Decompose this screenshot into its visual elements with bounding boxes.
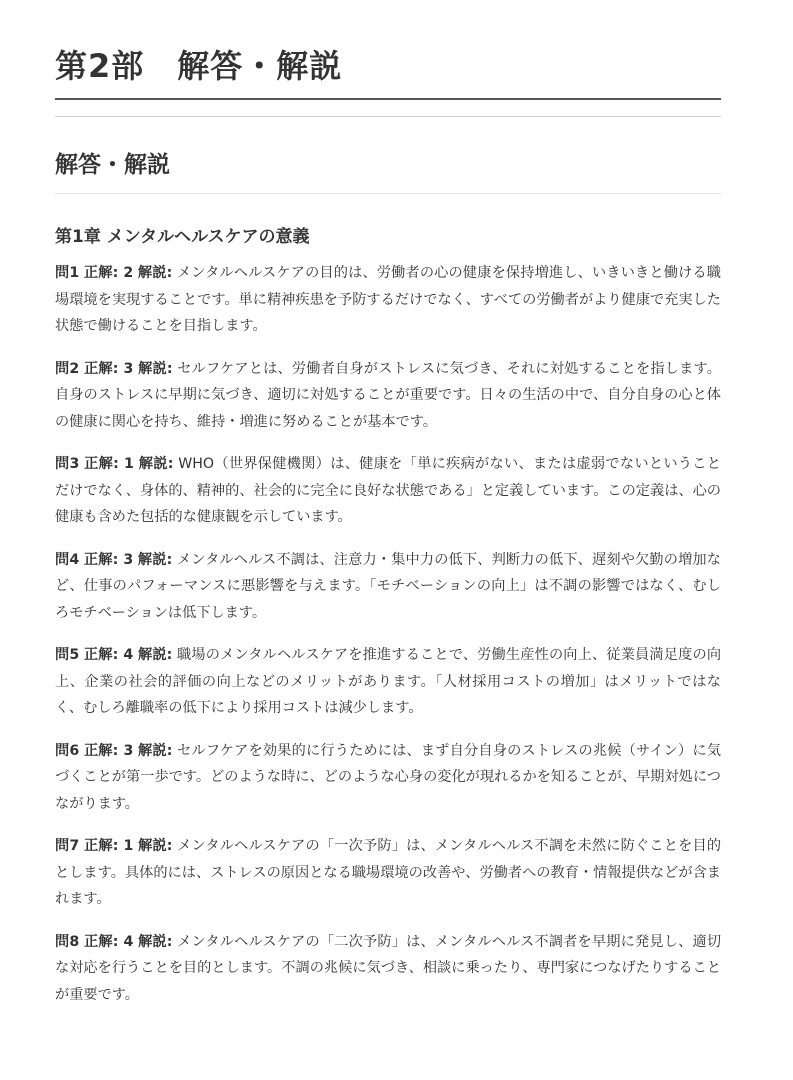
explanation-label: 解説: [137,265,173,281]
answer-item-6 [55,738,721,818]
section-title: 解答・解説 [55,152,170,178]
explanation-text: メンタルヘルスケアの「一次予防」は、メンタルヘルス不調を未然に防ぐことを目的とします。具体的には、ストレスの原因となる職場環境の改善や、労働者への教育・情報提供などが含まれます。 [55,838,722,907]
explanation-text: WHO（世界保健機関）は、健康を「単に疾病がない、または虚弱でないということだけでなく、身体的、精神的、社会的に完全に良好な状態である」と定義しています。この定義は、心の健康も含めた包括的な健康観を示しています。 [55,456,721,525]
answer-item-1 [55,260,721,340]
question-number: 問6 [55,742,80,759]
explanation-text: セルフケアを効果的に行うためには、まず自分自身のストレスの兆候（サイン）に気づくことが第一歩です。どのような時に、どのような心身の変化が現れるかを知ることが、早期対処につながります。 [55,742,721,812]
answer-item-5 [55,642,721,722]
question-number: 問3 [55,456,80,472]
question-number: 問1 [55,265,80,281]
correct-answer: 正解: 3 [83,742,134,759]
question-number: 問4 [55,551,80,568]
correct-answer: 正解: 4 [83,933,134,950]
explanation-text: メンタルヘルスケアの「二次予防」は、メンタルヘルス不調者を早期に発見し、適切な対応を行うことを目的とします。不調の兆候に気づき、相談に乗ったり、専門家につなげたりすることが重要です。 [55,933,722,1003]
explanation-label: 解説: [138,838,173,854]
explanation-text: 職場のメンタルヘルスケアを推進することで、労働生産性の向上、従業員満足度の向上、企業の社会的評価の向上などのメリットがあります。「人材採用コストの増加」はメリットではなく、むしろ離職率の低下により採用コストは減少します。 [55,647,722,716]
answer-item-4 [55,547,721,627]
answer-item-3 [55,451,721,531]
part-title: 第2部 解答・解説 [55,47,343,85]
correct-answer: 正解: 1 [83,838,134,854]
question-number: 問2 [55,360,80,377]
explanation-text: メンタルヘルス不調は、注意力・集中力の低下、判断力の低下、遅刻や欠勤の増加など、仕事のパフォーマンスに悪影響を与えます。「モチベーションの向上」は不調の影響ではなく、むしろモチベーションは低下します。 [55,551,721,621]
title-underline-thin [55,116,721,117]
explanation-label: 解説: [137,647,173,663]
explanation-label: 解説: [138,360,173,377]
answer-item-8 [55,929,721,1009]
correct-answer: 正解: 2 [83,265,134,281]
correct-answer: 正解: 3 [83,360,134,377]
section-underline [55,193,721,194]
explanation-label: 解説: [138,742,173,759]
answer-item-7 [55,833,721,913]
question-number: 問5 [55,647,80,663]
explanation-text: セルフケアとは、労働者自身がストレスに気づき、それに対処することを指します。自身のストレスに早期に気づき、適切に対処することが重要です。日々の生活の中で、自分自身の心と体の健康に関心を持ち、維持・増進に努めることが基本です。 [55,360,721,430]
correct-answer: 正解: 3 [83,551,134,568]
answer-item-2 [55,356,721,436]
question-number: 問7 [55,838,80,854]
chapter-title: 第1章 メンタルヘルスケアの意義 [55,227,310,247]
explanation-label: 解説: [137,551,173,568]
explanation-label: 解説: [138,456,174,472]
correct-answer: 正解: 1 [84,456,134,472]
correct-answer: 正解: 4 [83,647,134,663]
explanation-label: 解説: [138,933,173,950]
answer-list [55,260,721,1008]
explanation-text: メンタルヘルスケアの目的は、労働者の心の健康を保持増進し、いきいきと働ける職場環境を実現することです。単に精神疾患を予防するだけでなく、すべての労働者がより健康で充実した状態で働けることを目指します。 [55,265,721,334]
question-number: 問8 [55,933,80,950]
title-underline-thick [55,98,721,100]
